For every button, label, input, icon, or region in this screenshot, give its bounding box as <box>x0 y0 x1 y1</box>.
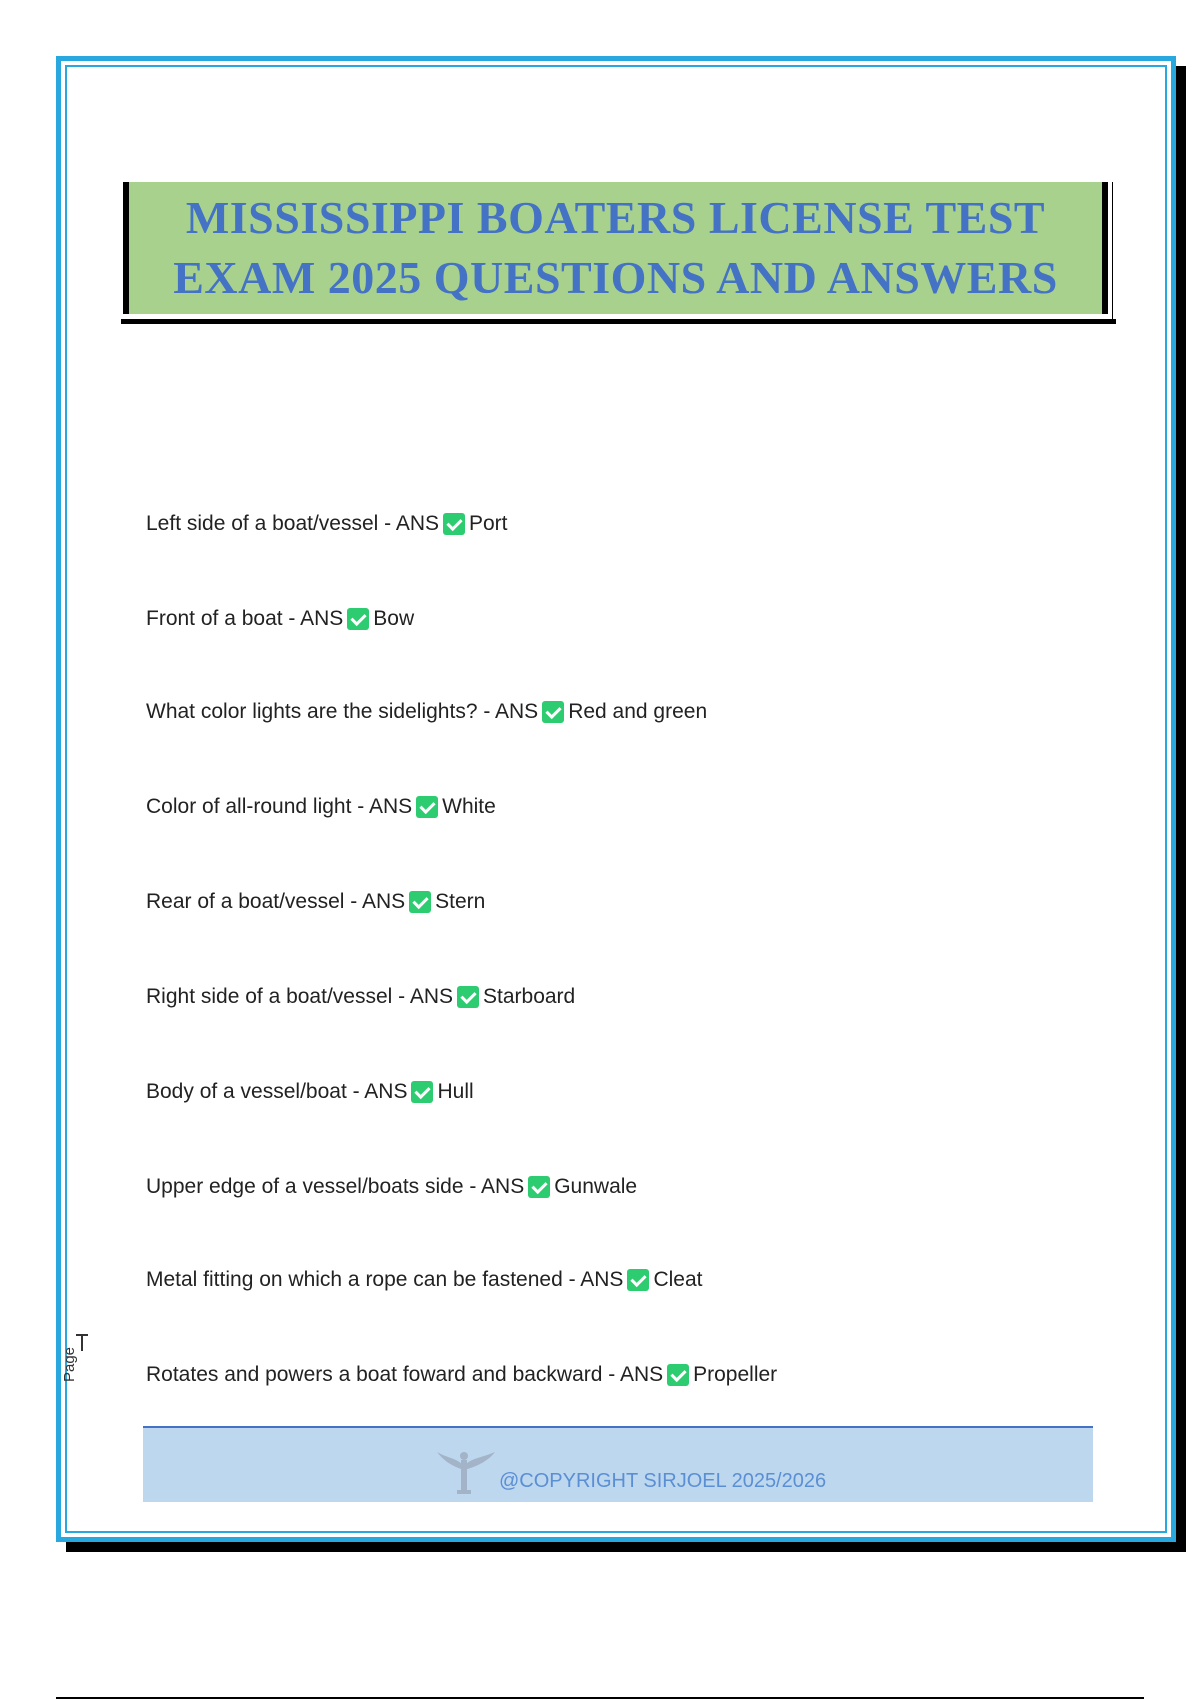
qa-question: Color of all-round light - ANS <box>146 795 413 818</box>
qa-question: Rotates and powers a boat foward and backward - ANS <box>146 1363 664 1386</box>
check-mark-icon <box>528 1176 550 1198</box>
qa-question: Front of a boat - ANS <box>146 607 344 630</box>
qa-item <box>146 795 496 819</box>
qa-item <box>146 1080 474 1104</box>
title-line-2: EXAM 2025 QUESTIONS AND ANSWERS <box>173 252 1058 303</box>
check-mark-icon <box>443 513 465 535</box>
qa-answer: Propeller <box>693 1363 778 1386</box>
check-mark-icon <box>627 1269 649 1291</box>
page-label-text: Page <box>61 1346 79 1383</box>
anchor-logo-icon <box>429 1446 499 1494</box>
check-mark-icon <box>409 891 431 913</box>
qa-item <box>146 985 575 1009</box>
check-mark-icon <box>416 796 438 818</box>
qa-item <box>146 890 485 914</box>
qa-answer: White <box>442 795 496 818</box>
check-mark-icon <box>411 1081 433 1103</box>
qa-answer: Port <box>469 512 508 535</box>
qa-answer: Bow <box>373 607 415 630</box>
footer-band <box>143 1426 1093 1502</box>
qa-item <box>146 1268 702 1292</box>
qa-item <box>146 1363 777 1387</box>
bottom-rule <box>56 1697 1144 1699</box>
qa-question: Upper edge of a vessel/boats side - ANS <box>146 1175 525 1198</box>
check-mark-icon <box>347 608 369 630</box>
qa-item <box>146 1175 637 1199</box>
qa-answer: Stern <box>435 890 486 913</box>
page-label <box>61 1330 94 1394</box>
qa-answer: Starboard <box>483 985 576 1008</box>
qa-answer: Red and green <box>568 700 708 723</box>
qa-answer: Hull <box>437 1080 474 1103</box>
qa-question: Rear of a boat/vessel - ANS <box>146 890 406 913</box>
qa-item <box>146 700 707 724</box>
copyright-text: @COPYRIGHT SIRJOEL 2025/2026 <box>499 1470 827 1492</box>
qa-question: Left side of a boat/vessel - ANS <box>146 512 439 535</box>
qa-item <box>146 607 414 631</box>
qa-question: Right side of a boat/vessel - ANS <box>146 985 453 1008</box>
qa-answer: Cleat <box>653 1268 703 1291</box>
check-mark-icon <box>457 986 479 1008</box>
check-mark-icon <box>542 701 564 723</box>
qa-question: Body of a vessel/boat - ANS <box>146 1080 408 1103</box>
check-mark-icon <box>667 1364 689 1386</box>
qa-question: Metal fitting on which a rope can be fastened - ANS <box>146 1268 624 1291</box>
title-line-1: MISSISSIPPI BOATERS LICENSE TEST <box>185 192 1046 243</box>
qa-answer: Gunwale <box>554 1175 638 1198</box>
qa-question: What color lights are the sidelights? - ANS <box>146 700 539 723</box>
qa-item <box>146 512 508 536</box>
title-banner <box>123 182 1108 314</box>
